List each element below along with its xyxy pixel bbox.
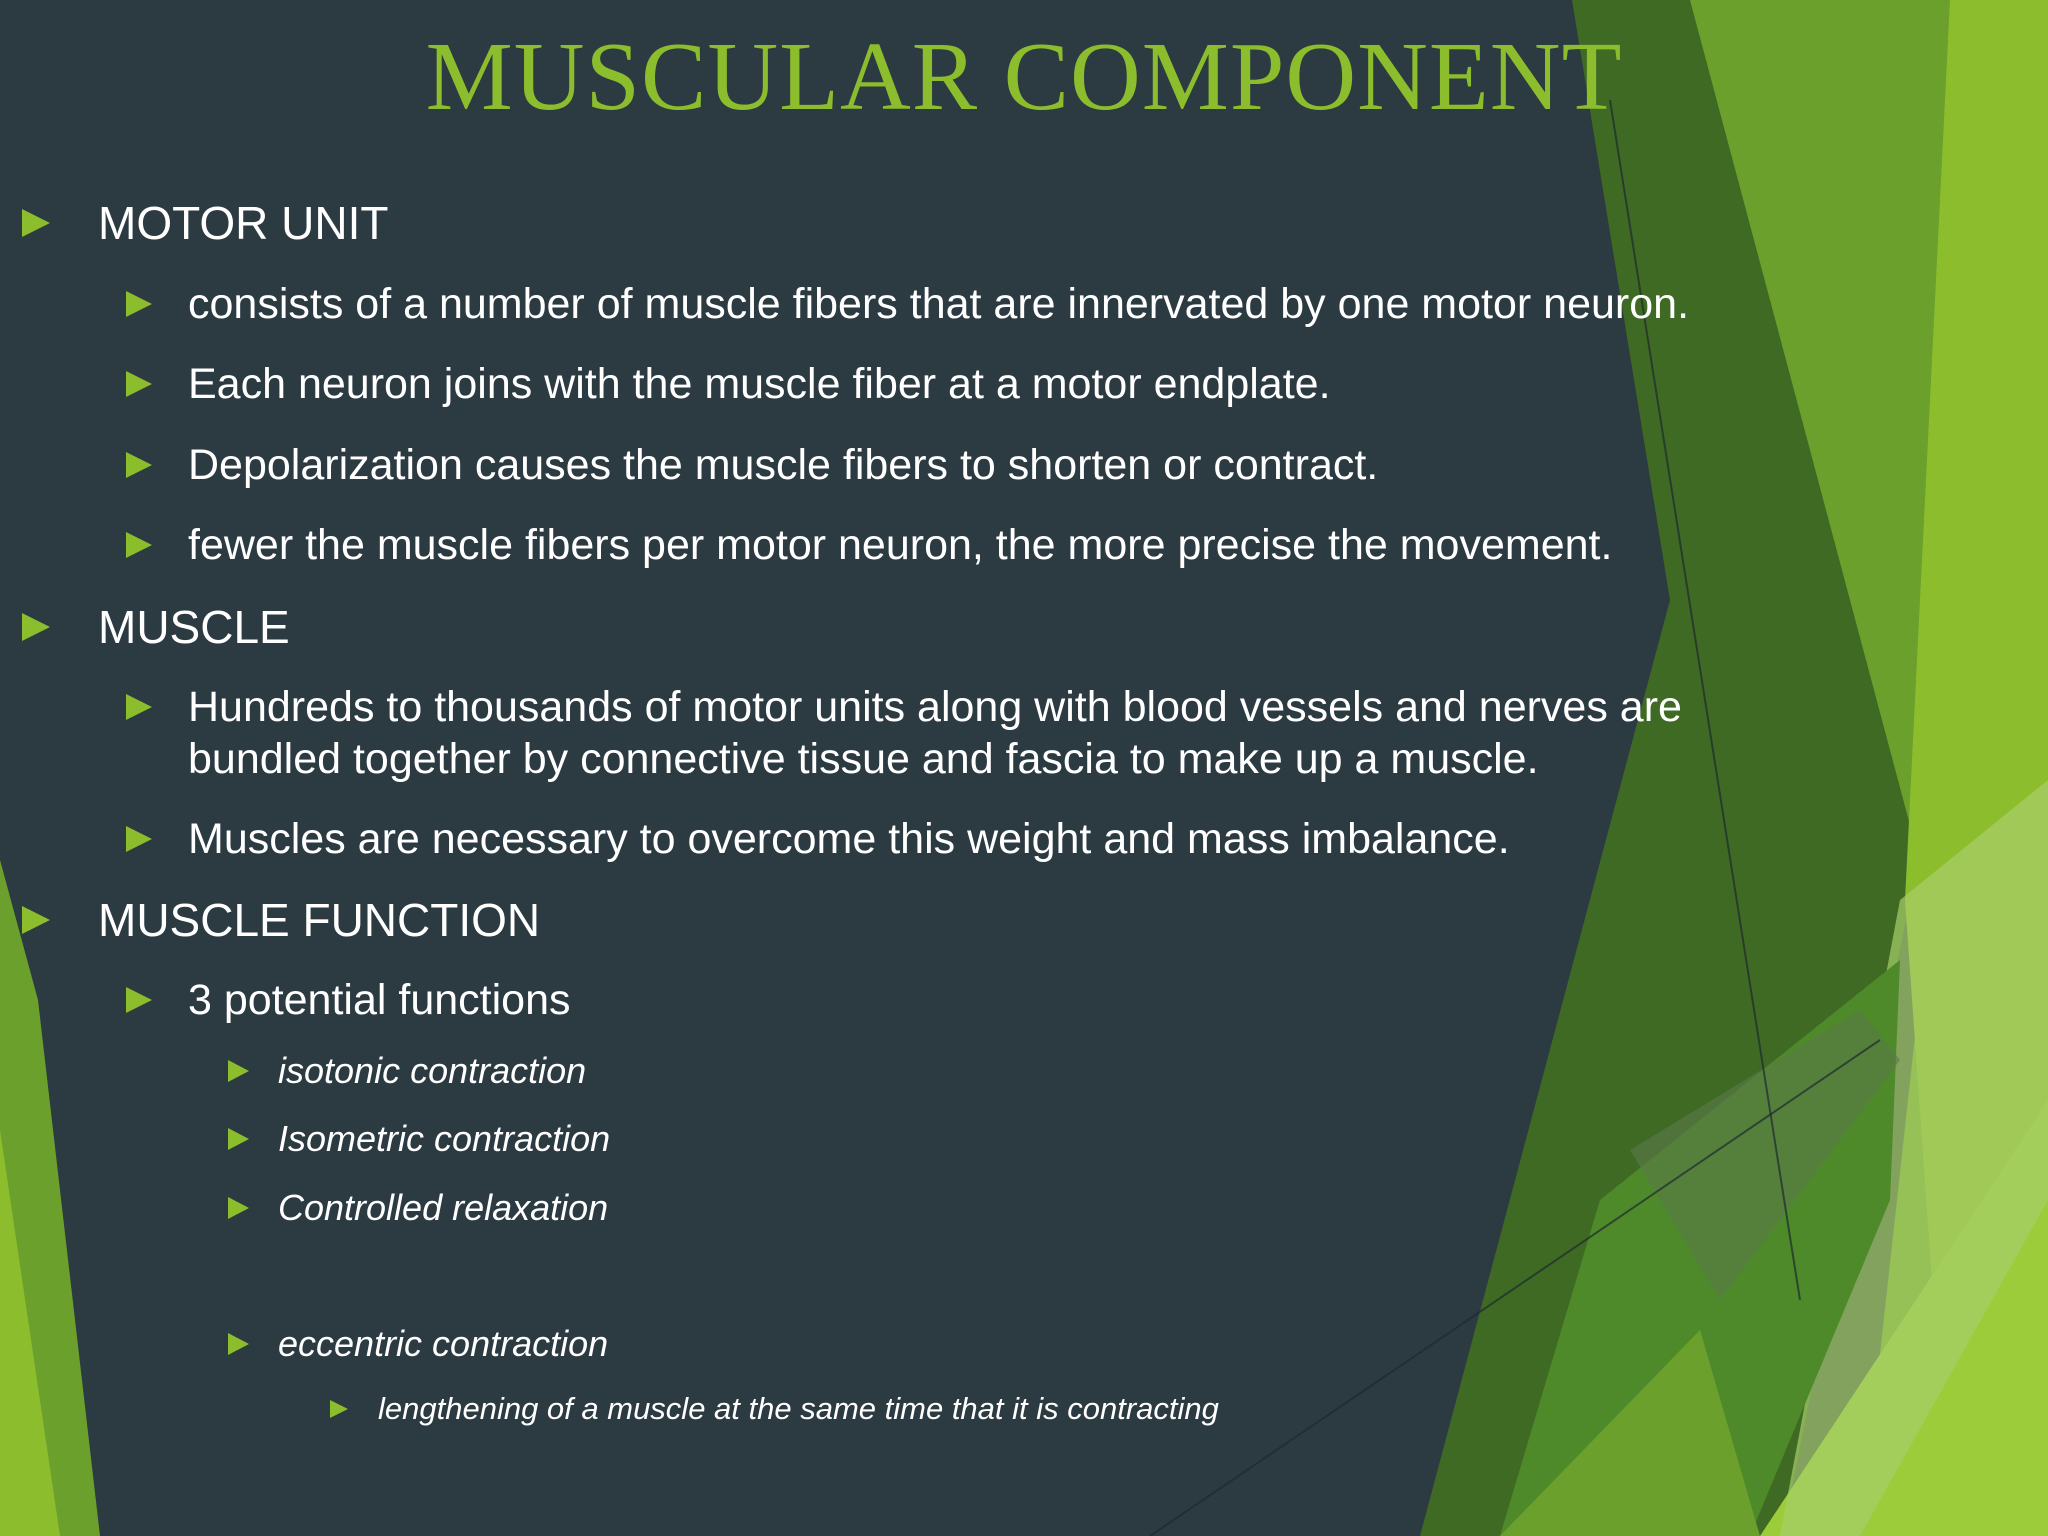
triangle-right-icon xyxy=(126,371,152,397)
bullet-text: Hundreds to thousands of motor units along with blood vessels and nerves are xyxy=(188,683,1682,731)
bullet-text: lengthening of a muscle at the same time that it is contracting xyxy=(378,1391,1219,1426)
bullet-text: Controlled relaxation xyxy=(278,1187,609,1228)
section-heading: MUSCLE xyxy=(98,601,290,653)
triangle-right-icon xyxy=(22,209,50,237)
bullet-text: bundled together by connective tissue and fascia to make up a muscle. xyxy=(188,735,1539,783)
triangle-right-icon xyxy=(228,1197,249,1219)
bullet-text: eccentric contraction xyxy=(278,1323,609,1364)
bullet-text: consists of a number of muscle fibers that are innervated by one motor neuron. xyxy=(188,280,1690,328)
triangle-right-icon xyxy=(228,1128,249,1150)
triangle-right-icon xyxy=(126,532,152,558)
bullet-text: 3 potential functions xyxy=(188,976,571,1024)
bullet-text: Isometric contraction xyxy=(278,1118,611,1159)
triangle-right-icon xyxy=(126,987,152,1013)
triangle-right-icon xyxy=(126,694,152,720)
triangle-right-icon xyxy=(228,1333,249,1355)
triangle-right-icon xyxy=(126,826,152,852)
triangle-right-icon xyxy=(126,291,152,317)
bullet-text: Each neuron joins with the muscle fiber at a motor endplate. xyxy=(188,360,1331,408)
bullet-text: fewer the muscle fibers per motor neuron, the more precise the movement. xyxy=(188,521,1613,569)
triangle-right-icon xyxy=(330,1400,348,1418)
triangle-right-icon xyxy=(22,613,50,641)
bullet-text: Muscles are necessary to overcome this weight and mass imbalance. xyxy=(188,815,1510,863)
bullet-text: isotonic contraction xyxy=(278,1050,587,1091)
triangle-right-icon xyxy=(126,452,152,478)
triangle-right-icon xyxy=(22,906,50,934)
bullet-text: Depolarization causes the muscle fibers to shorten or contract. xyxy=(188,441,1379,489)
triangle-right-icon xyxy=(228,1060,249,1082)
section-heading: MOTOR UNIT xyxy=(98,197,389,249)
slide-title: MUSCULAR COMPONENT xyxy=(425,23,1623,131)
section-heading: MUSCLE FUNCTION xyxy=(98,894,541,946)
